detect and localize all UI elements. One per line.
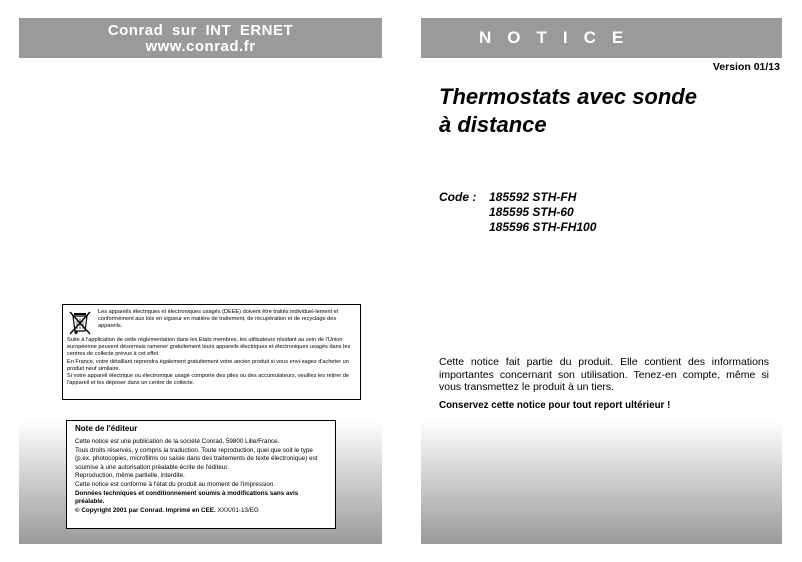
editor-note-title: Note de l'éditeur xyxy=(75,424,138,433)
title-line-1: Thermostats avec sonde xyxy=(439,84,697,109)
deee-paragraph-france: En France, votre détaillant reprendra également gratuitement votre ancien produit si vous envi-sagez d'acheter un produit neuf similaire. xyxy=(67,358,349,372)
product-code: 185592 STH-FH xyxy=(489,190,577,204)
editor-note-publisher: Cette notice est une publication de la société Conrad, 59800 Lille/France. xyxy=(75,438,280,445)
header-line-website: www.conrad.fr xyxy=(145,38,256,55)
product-code: 185596 STH-FH100 xyxy=(489,220,597,234)
crossed-out-wheelie-bin-icon xyxy=(67,309,93,337)
document-reference: XXX/01-13/EG xyxy=(217,506,259,514)
product-codes xyxy=(439,190,596,235)
deee-paragraph-batteries: Si votre appareil électrique ou électronique usagé comporte des piles ou des accumulateurs, veuillez les retirer de l'appareil et les déposer dans un centre de collecte. xyxy=(67,373,350,387)
deee-paragraph-eu: Suite à l'application de cette réglementation dans les Etats membres, les utilisateurs résidant au sein de l'Union européenne peuvent désormais ramener gratuitement leurs appareils électriques et électroniques usagés dans les centres de collecte prévus à cet effet. xyxy=(67,337,351,358)
keep-notice-warning: Conservez cette notice pour tout report ultérieur ! xyxy=(439,400,671,411)
editor-note-box xyxy=(66,420,336,529)
editor-note-technical-data: Données techniques et conditionnement soumis à modifications sans avis préalable. xyxy=(75,489,299,506)
conrad-internet-header xyxy=(19,18,382,58)
title-line-2: à distance xyxy=(439,112,547,137)
deee-recycling-notice xyxy=(62,304,361,400)
editor-note-conformity: Cette notice est conforme à l'état du produit au moment de l'impression. xyxy=(75,480,276,488)
code-label: Code : xyxy=(439,190,477,204)
header-line-conrad: Conrad sur INT ERNET xyxy=(107,22,294,39)
product-code: 185595 STH-60 xyxy=(489,205,574,219)
deee-intro-text: Les appareils électriques et électroniques usagés (DEEE) doivent être traités individuel-lement et conformément aux lois en vigueur en matière de traitement, de récupération et de recyclage des appareils. xyxy=(98,309,339,330)
notice-header: NOTICE xyxy=(421,18,782,58)
editor-note-rights: Tous droits réservés, y compris la traduction. Toute reproduction, quel que soit le type (p.ex. photocopies, microfilms ou saisie dans des traitements de texte électronique) est soumise à une autorisation préalable écrite de l'éditeur. xyxy=(75,446,318,471)
copyright-text: © Copyright 2001 par Conrad. Imprimé en CEE. xyxy=(75,506,216,514)
editor-note-reproduction: Reproduction, même partielle, interdite. xyxy=(75,472,185,480)
document-title xyxy=(439,83,779,139)
right-footer-gradient xyxy=(421,420,782,544)
notice-intro-paragraph: Cette notice fait partie du produit. Elle contient des informations importantes concernant son utilisation. Tenez-en compte, même si vous transmettez le produit à un tiers. xyxy=(439,356,769,393)
version-label: Version 01/13 xyxy=(712,61,780,73)
editor-note-copyright-line xyxy=(75,507,327,516)
